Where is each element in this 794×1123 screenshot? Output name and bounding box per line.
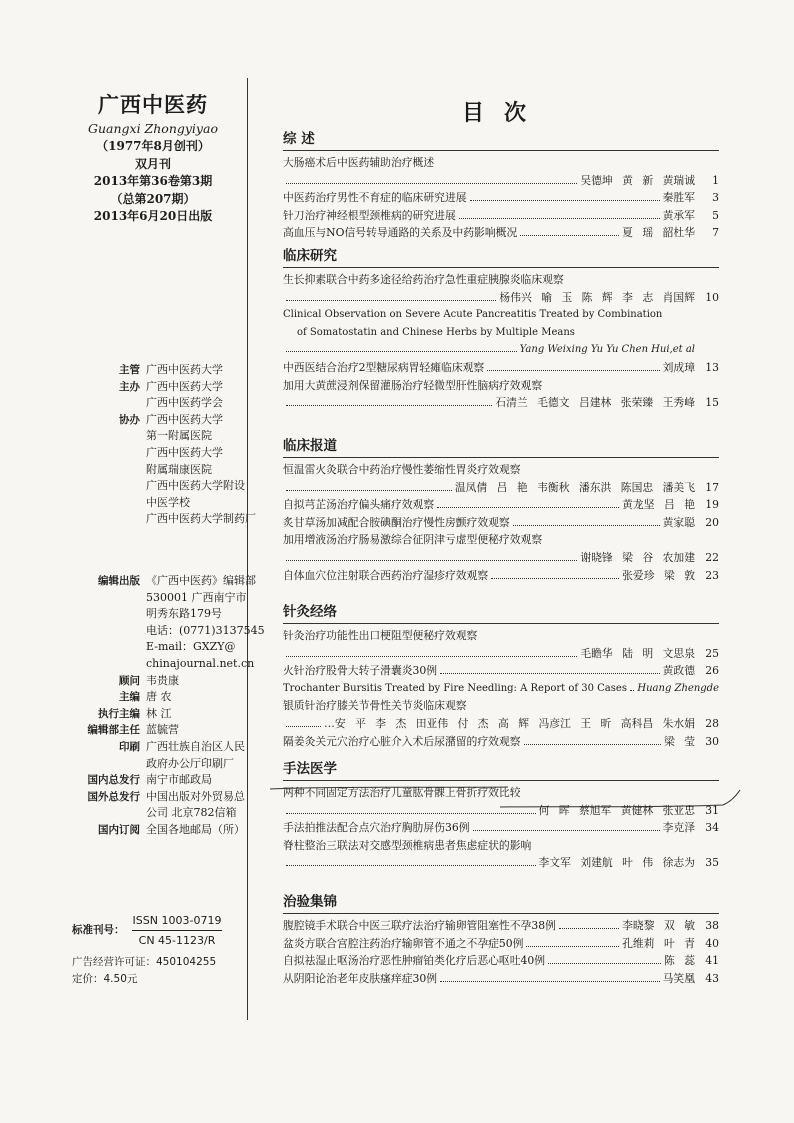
entry-title: 自拟祛湿止呕汤治疗恶性肿瘤铂类化疗后恶心呕吐40例: [283, 954, 546, 968]
dot-leader: [437, 506, 619, 508]
entry-title: 脊柱整治三联法对交感型颈椎病患者焦虑症状的影响: [283, 838, 532, 852]
info-row: [62, 689, 247, 706]
info-line: 广西壮族自治区人民: [146, 739, 245, 753]
toc-entry: [283, 461, 719, 496]
info-line: 南宁市邮政局: [146, 773, 212, 787]
entry-page: 15: [705, 396, 719, 410]
masthead: [62, 92, 244, 226]
info-label: 主办: [119, 380, 140, 393]
english-title: Clinical Observation on Severe Acute Pancreatitis Treated by Combination: [283, 309, 663, 321]
info-line: 530001 广西南宁市: [146, 590, 247, 604]
info-line: E-mail：GXZY@: [146, 640, 236, 654]
entry-title: 大肠癌术后中医药辅助治疗概述: [283, 156, 435, 169]
toc-entry: [283, 271, 719, 359]
toc-title: 目次: [462, 101, 547, 126]
handwritten-underline-mark: [268, 786, 748, 826]
entry-title: 自拟芎芷汤治疗偏头痛疗效观察: [283, 498, 435, 512]
info-value: [146, 379, 247, 412]
info-label: 国内订阅: [98, 823, 140, 836]
section-heading: 针灸经络: [283, 604, 337, 620]
info-value: [146, 772, 247, 789]
info-value: [146, 789, 247, 822]
info-row: [62, 673, 247, 690]
entry-authors: 李文军 刘建航 叶 伟 徐志为: [538, 856, 695, 870]
info-line: 电话：(0771)3137545: [146, 623, 265, 637]
publish-date: 2013年6月20日出版: [93, 209, 213, 223]
section-rule: [283, 150, 719, 151]
entry-page: 38: [705, 919, 719, 932]
entry-authors: 刘成璋: [662, 360, 695, 374]
info-row: [62, 706, 247, 723]
info-line: chinajournal.net.cn: [146, 656, 255, 670]
entry-authors: 谢晓锋 梁 谷 农加建: [580, 550, 695, 564]
toc-entry: [283, 359, 719, 377]
info-line: 广西中医药大学: [146, 379, 223, 393]
entry-title: 银质针治疗膝关节骨性关节炎临床观察: [283, 699, 467, 713]
entry-title: 两种不同固定方法治疗儿童肱骨髁上骨折疗效比较: [283, 786, 521, 799]
entry-leader-line: [283, 917, 719, 935]
english-title: Trochanter Bursitis Treated by Fire Needling: A Report of 30 Cases: [283, 682, 627, 694]
issn-fraction-bar: [132, 930, 222, 931]
info-line: 韦贵康: [146, 673, 179, 687]
toc-entry: [283, 224, 719, 242]
sponsor-info: [62, 362, 256, 528]
section-rule: [283, 780, 719, 781]
info-value: [146, 722, 247, 739]
info-label: 国内总发行: [87, 774, 140, 787]
entry-leader-line: [283, 172, 719, 190]
ad-license: 广告经营许可证：450104255: [72, 956, 217, 968]
info-line: 政府办公厅印刷厂: [146, 756, 234, 770]
entry-leader-line: [283, 359, 719, 377]
info-row: [62, 822, 247, 839]
dot-leader: [286, 350, 517, 352]
entry-leader-line: [283, 394, 719, 412]
info-label: 顾问: [119, 674, 140, 687]
info-value: [146, 689, 247, 706]
dot-leader: [286, 655, 577, 657]
toc-section: [283, 130, 719, 242]
entry-leader-line: [283, 733, 719, 751]
section-heading: 手法医学: [283, 761, 337, 777]
entry-page: 19: [705, 498, 719, 512]
section-rule: [283, 913, 719, 914]
info-line: 第一附属医院: [146, 429, 212, 443]
toc-entry: [283, 627, 719, 662]
entry-leader-line: [283, 952, 719, 970]
toc-entry: [283, 567, 719, 585]
entry-authors: 温凤倩 吕 艳 韦衡秋 潘东洪 陈国忠 潘美飞: [454, 480, 695, 494]
toc-entry: [283, 154, 719, 189]
info-row: [62, 379, 247, 412]
entry-authors: 陈 蕊: [663, 954, 695, 968]
info-label: 编辑部主任: [87, 724, 140, 737]
entry-leader-line: [283, 715, 719, 733]
info-row: [62, 362, 247, 379]
entry-leader-line: [283, 479, 719, 497]
entry-title: 针灸治疗功能性出口梗阻型便秘疗效观察: [283, 629, 478, 642]
entry-page: 41: [705, 954, 719, 968]
entry-title: 手法拍推法配合点穴治疗胸肋屏伤36例: [283, 821, 470, 835]
toc-entry: [283, 496, 719, 514]
entry-leader-line: [283, 514, 719, 532]
english-authors-line: [283, 341, 719, 359]
entry-page: 17: [705, 480, 719, 494]
entry-authors: 孔维莉 叶 青: [622, 936, 695, 950]
info-row: [62, 789, 247, 822]
entry-title: 针刀治疗神经根型颈椎病的研究进展: [283, 208, 456, 222]
entry-title: 加用大黄蔗浸剂保留灌肠治疗轻微型肝性脑病疗效观察: [283, 378, 543, 392]
info-label: 主管: [119, 364, 140, 376]
toc-section: [283, 893, 719, 987]
english-authors: Huang Zhengde: [637, 682, 719, 694]
entry-authors: 马笑凰: [662, 971, 695, 985]
info-line: 林 江: [146, 706, 172, 720]
total-issue: （总第207期）: [110, 191, 196, 206]
entry-authors: 吴德坤 黄 新 黄瑞诚: [580, 173, 695, 187]
toc-entry: [283, 531, 719, 566]
entry-page: 23: [705, 568, 719, 582]
entry-authors: 何 晖 蔡旭军 黄健林 张亚忠: [538, 803, 695, 817]
entry-page: 1: [712, 173, 719, 187]
dot-leader: [286, 559, 577, 561]
info-line: 广西中医药学会: [146, 396, 223, 410]
entry-authors: 杨伟兴 喻 玉 陈 辉 李 志 肖国辉: [499, 290, 695, 304]
entry-title: 从阴阳论治老年皮肤瘙痒症30例: [283, 971, 438, 985]
entry-leader-line: [283, 645, 719, 663]
entry-authors: 石清兰 毛德文 吕建林 张荣臻 王秀峰: [495, 396, 695, 410]
entry-page: 30: [705, 734, 719, 748]
info-value: [146, 673, 247, 690]
issn-number: ISSN 1003-0719: [132, 914, 222, 927]
info-label: 印刷: [119, 740, 140, 753]
info-line: 附属瑞康医院: [146, 462, 212, 476]
toc-entry: [283, 837, 719, 872]
entry-title: 恒温雷火灸联合中药治疗慢性萎缩性胃炎疗效观察: [283, 463, 521, 476]
info-value: [146, 362, 247, 379]
entry-page: 5: [712, 208, 719, 222]
toc-entry: [283, 952, 719, 970]
info-label: 国外总发行: [87, 790, 140, 803]
info-row: [62, 739, 247, 772]
issn-codes: [132, 912, 222, 949]
info-line: 公司 北京782信箱: [146, 806, 237, 820]
entry-page: 34: [705, 821, 719, 835]
frequency: 双月刊: [134, 156, 171, 171]
toc-entry: [283, 917, 719, 935]
dot-leader: [459, 217, 660, 219]
entry-leader-line: [283, 567, 719, 585]
toc-entry: [283, 189, 719, 207]
info-value: [146, 822, 247, 839]
dot-leader: [513, 524, 660, 526]
dot-leader: [286, 404, 492, 406]
entry-title: 腹腔镜手术联合中医三联疗法治疗输卵管阻塞性不孕38例: [283, 919, 556, 932]
entry-authors: 黄龙坚 吕 艳: [622, 498, 695, 512]
entry-page: 35: [705, 856, 719, 870]
section-heading: 治验集锦: [283, 894, 337, 910]
info-line: 广西中医药大学制药厂: [146, 512, 256, 526]
cn-number: CN 45-1123/R: [138, 934, 216, 947]
entry-leader-line: [283, 496, 719, 514]
toc-entry: [283, 935, 719, 953]
section-rule: [283, 623, 719, 624]
entry-page: 22: [705, 550, 719, 564]
dot-leader: [286, 489, 452, 491]
entry-leader-line: [283, 207, 719, 225]
entry-title: 盆炎方联合宫腔注药治疗输卵管不通之不孕症50例: [283, 936, 524, 950]
toc-entry: [283, 514, 719, 532]
price: 定价：4.50元: [72, 973, 138, 985]
entry-authors: 夏 瑶 韶杜华: [622, 226, 695, 240]
entry-title: 加用增液汤治疗肠易激综合征阴津亏虚型便秘疗效观察: [283, 533, 543, 547]
journal-pinyin: Guangxi Zhongyiyao: [88, 121, 218, 136]
entry-title: 生长抑素联合中药多途径给药治疗急性重症胰腺炎临床观察: [283, 273, 564, 286]
section-heading: 综 述: [283, 131, 315, 147]
dot-leader: [524, 743, 661, 745]
dot-leader: [286, 864, 536, 866]
info-row: [62, 722, 247, 739]
entry-title: 自体血穴位注射联合西药治疗湿疹疗效观察: [283, 568, 489, 582]
dot-leader: [473, 829, 660, 831]
info-line: 广西中医药大学: [146, 412, 223, 426]
toc-entry: [283, 970, 719, 988]
info-value: [146, 573, 265, 673]
entry-authors: …安 平 李 杰 田亚伟 付 杰 高 辉 冯彦江 王 昕 高科昌 朱水娟: [324, 716, 695, 730]
entry-authors: 李克泽: [662, 821, 695, 835]
journal-title: 广西中医药: [98, 93, 208, 117]
dot-leader: [548, 962, 661, 964]
pen-underline-title: [270, 787, 508, 789]
entry-title: 隔姜灸关元穴治疗心脏介入术后尿潴留的疗效观察: [283, 734, 521, 748]
dot-leader: [520, 234, 619, 236]
entry-authors: 黄承军: [662, 208, 695, 222]
info-row: [62, 412, 256, 528]
dot-leader: [286, 725, 321, 727]
entry-leader-line: [283, 970, 719, 988]
entry-page: 3: [712, 191, 719, 205]
ad-price-block: [72, 954, 216, 988]
english-authors: Yang Weixing Yu Yu Chen Hui,et al: [519, 344, 695, 356]
entry-authors: 李晓黎 双 敏: [622, 919, 695, 932]
entry-leader-line: [283, 189, 719, 207]
entry-leader-line: [283, 549, 719, 567]
dot-leader: [487, 369, 659, 371]
toc-section: [283, 603, 719, 750]
entry-authors: 梁 莹: [663, 734, 695, 748]
entry-page: 26: [705, 664, 719, 678]
info-line: 中国出版对外贸易总: [146, 789, 245, 803]
info-line: 全国各地邮局（所）: [146, 822, 245, 836]
entry-authors: 毛瞻华 陆 明 文思泉: [580, 646, 695, 660]
info-label: 主编: [119, 691, 140, 704]
info-line: 广西中医药大学: [146, 363, 223, 376]
toc-entry: [283, 697, 719, 732]
entry-leader-line: [283, 854, 719, 872]
info-line: 中医学校: [146, 495, 190, 509]
info-row: [62, 772, 247, 789]
info-line: 明秀东路179号: [146, 607, 222, 621]
entry-page: 10: [705, 290, 719, 304]
entry-leader-line: [283, 224, 719, 242]
entry-leader-line: [283, 935, 719, 953]
dot-leader: [440, 980, 660, 982]
info-line: 蓝毓营: [146, 723, 179, 737]
entry-page: 31: [705, 803, 719, 817]
toc-entry: [283, 207, 719, 225]
entry-title: 火针治疗股骨大转子滑囊炎30例: [283, 664, 438, 678]
dot-leader: [286, 299, 496, 301]
info-value: [146, 706, 247, 723]
entry-page: 13: [705, 360, 719, 374]
volume-issue: 2013年第36卷第3期: [93, 174, 213, 188]
entry-authors: 黄政德: [662, 664, 695, 678]
entry-leader-line: [283, 662, 719, 680]
info-line: 唐 农: [146, 690, 172, 704]
info-line: 《广西中医药》编辑部: [146, 574, 256, 587]
toc-entry: [283, 662, 719, 697]
entry-authors: 张爱珍 梁 敦: [622, 568, 695, 582]
column-divider: [247, 78, 248, 1020]
section-rule: [283, 457, 719, 458]
toc-entry: [283, 377, 719, 412]
section-rule: [283, 267, 719, 268]
info-line: 广西中医药大学: [146, 445, 223, 459]
dot-leader: [559, 927, 619, 929]
toc-section: [283, 437, 719, 584]
dot-leader: [526, 945, 619, 947]
entry-title: 中医药治疗男性不育症的临床研究进展: [283, 191, 467, 205]
section-heading: 临床研究: [283, 248, 337, 264]
section-heading: 临床报道: [283, 438, 337, 454]
entry-authors: 秦胜军: [662, 191, 695, 205]
dot-leader: [286, 182, 577, 184]
info-line: 广西中医药大学附设: [146, 479, 245, 493]
info-label: 协办: [119, 413, 140, 426]
info-value: [146, 412, 256, 528]
editorial-info: [62, 573, 265, 839]
dot-leader: [491, 577, 619, 579]
issn-label: 标准刊号：: [72, 924, 125, 936]
info-row: [62, 573, 265, 673]
entry-authors: 黄家聪: [662, 515, 695, 529]
entry-page: 20: [705, 515, 719, 529]
founded-date: （1977年8月创刊）: [96, 139, 210, 153]
dot-leader: [470, 199, 660, 201]
entry-title: 高血压与NO信号转导通路的关系及中药影响概况: [283, 226, 518, 240]
dot-leader: [440, 672, 660, 674]
dot-leader: [630, 689, 634, 691]
entry-page: 25: [705, 646, 719, 660]
english-title-line: [283, 680, 719, 698]
entry-title: 中西医结合治疗2型糖尿病胃轻瘫临床观察: [283, 360, 485, 374]
info-label: 编辑出版: [98, 575, 140, 587]
info-label: 执行主编: [98, 707, 140, 720]
toc-section: [283, 247, 719, 412]
english-title: of Somatostatin and Chinese Herbs by Multiple Means: [297, 326, 575, 338]
entry-title: 炙甘草汤加减配合胺碘酮治疗慢性房颤疗效观察: [283, 515, 510, 529]
pen-underline-authors: [500, 790, 740, 807]
entry-page: 28: [705, 716, 719, 730]
entry-page: 7: [712, 226, 719, 240]
entry-leader-line: [283, 289, 719, 307]
toc-entry: [283, 733, 719, 751]
entry-page: 43: [705, 971, 719, 985]
entry-page: 40: [705, 936, 719, 950]
info-value: [146, 739, 247, 772]
